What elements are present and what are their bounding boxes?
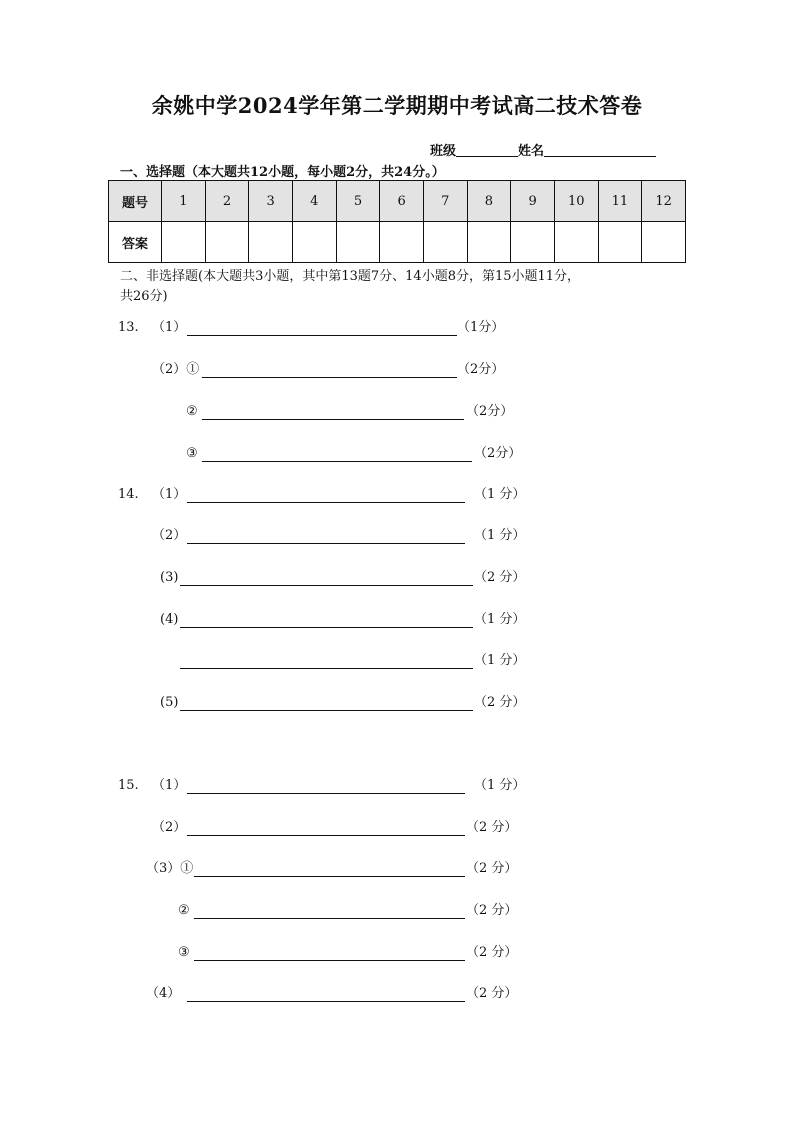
answer-cell[interactable] — [162, 222, 206, 263]
q13-2-1-answer-line[interactable] — [202, 377, 457, 378]
q15-4-score: （2 分） — [466, 986, 518, 1001]
answer-cell[interactable] — [598, 222, 642, 263]
q15-2-answer-line[interactable] — [187, 835, 465, 836]
q14-4-2-score: （1 分） — [474, 653, 526, 668]
q13-1-answer-line[interactable] — [187, 335, 457, 336]
q13-2-2-answer-line[interactable] — [202, 419, 464, 420]
q13-number: 13. — [118, 320, 139, 335]
answer-cell[interactable] — [249, 222, 293, 263]
question-number-cell: 11 — [598, 181, 642, 222]
q13-2-3-answer-line[interactable] — [202, 461, 472, 462]
q15-3-2-answer-line[interactable] — [194, 918, 465, 919]
q13-2-3-label: ③ — [186, 446, 198, 461]
question-number-cell: 1 — [162, 181, 206, 222]
answer-cell[interactable] — [205, 222, 249, 263]
page-title: 余姚中学2024学年第二学期期中考试高二技术答卷 — [151, 93, 643, 118]
row-label-number: 题号 — [109, 181, 162, 222]
q15-1-score: （1 分） — [474, 778, 526, 793]
question-number-cell: 12 — [642, 181, 686, 222]
q14-4-1-answer-line[interactable] — [180, 627, 473, 628]
name-field[interactable] — [544, 142, 656, 157]
answer-cell[interactable] — [511, 222, 555, 263]
question-number-cell: 8 — [467, 181, 511, 222]
answer-cell[interactable] — [292, 222, 336, 263]
q14-3-answer-line[interactable] — [180, 585, 473, 586]
class-field[interactable] — [456, 142, 518, 157]
q13-2-1-score: （2分） — [457, 362, 505, 377]
q15-4-label: （4） — [146, 986, 181, 1001]
question-number-cell: 6 — [380, 181, 424, 222]
student-info — [430, 140, 656, 159]
q13-1-label: （1） — [152, 320, 187, 335]
q14-1-answer-line[interactable] — [187, 502, 465, 503]
section1-heading: 一、选择题（本大题共12小题，每小题2分，共24分。） — [120, 165, 445, 180]
q14-4-1-score: （1 分） — [474, 612, 526, 627]
q15-2-score: （2 分） — [466, 820, 518, 835]
q15-3-1-answer-line[interactable] — [194, 876, 465, 877]
q13-2-label: （2）① — [152, 362, 200, 377]
q15-3-1-score: （2 分） — [466, 861, 518, 876]
question-number-cell: 3 — [249, 181, 293, 222]
q14-3-label: (3) — [160, 570, 179, 585]
q14-1-label: （1） — [152, 487, 187, 502]
answer-cell[interactable] — [423, 222, 467, 263]
section2-heading-line2: 共26分) — [120, 289, 168, 304]
q14-2-label: （2） — [152, 528, 187, 543]
q15-3-3-answer-line[interactable] — [194, 960, 465, 961]
q14-5-label: (5) — [160, 695, 179, 710]
q13-2-2-label: ② — [186, 404, 198, 419]
question-number-cell: 9 — [511, 181, 555, 222]
question-number-cell: 7 — [423, 181, 467, 222]
q15-1-label: （1） — [152, 778, 187, 793]
name-label: 姓名 — [518, 144, 545, 159]
question-number-cell: 2 — [205, 181, 249, 222]
q15-2-label: （2） — [152, 820, 187, 835]
q14-4-2-answer-line[interactable] — [180, 668, 473, 669]
class-label: 班级 — [430, 144, 457, 159]
q13-1-score: （1分） — [457, 320, 505, 335]
q15-3-label: （3）① — [146, 861, 194, 876]
q13-2-2-score: （2分） — [466, 404, 514, 419]
answer-cell[interactable] — [642, 222, 686, 263]
answer-cell[interactable] — [380, 222, 424, 263]
section2-heading — [120, 267, 580, 307]
q14-number: 14. — [118, 487, 139, 502]
table-row — [109, 222, 686, 263]
row-label-answer: 答案 — [109, 222, 162, 263]
answer-cell[interactable] — [336, 222, 380, 263]
q13-2-3-score: （2分） — [474, 446, 522, 461]
q15-3-3-label: ③ — [178, 945, 190, 960]
q14-1-score: （1 分） — [474, 487, 526, 502]
table-row — [109, 181, 686, 222]
q14-5-answer-line[interactable] — [180, 710, 473, 711]
question-number-cell: 10 — [554, 181, 598, 222]
answer-table — [108, 180, 686, 263]
question-number-cell: 5 — [336, 181, 380, 222]
q14-3-score: （2 分） — [474, 570, 526, 585]
q14-4-label: (4) — [160, 612, 179, 627]
q15-1-answer-line[interactable] — [187, 793, 465, 794]
question-number-cell: 4 — [292, 181, 336, 222]
q15-3-2-label: ② — [178, 903, 190, 918]
q15-3-2-score: （2 分） — [466, 903, 518, 918]
q15-number: 15. — [118, 778, 139, 793]
answer-cell[interactable] — [554, 222, 598, 263]
answer-cell[interactable] — [467, 222, 511, 263]
q15-4-answer-line[interactable] — [187, 1001, 465, 1002]
q14-2-answer-line[interactable] — [187, 543, 465, 544]
q14-2-score: （1 分） — [474, 528, 526, 543]
q14-5-score: （2 分） — [474, 695, 526, 710]
q15-3-3-score: （2 分） — [466, 945, 518, 960]
section2-heading-line1: 二、非选择题(本大题共3小题，其中第13题7分、14小题8分，第15小题11分， — [120, 269, 581, 284]
